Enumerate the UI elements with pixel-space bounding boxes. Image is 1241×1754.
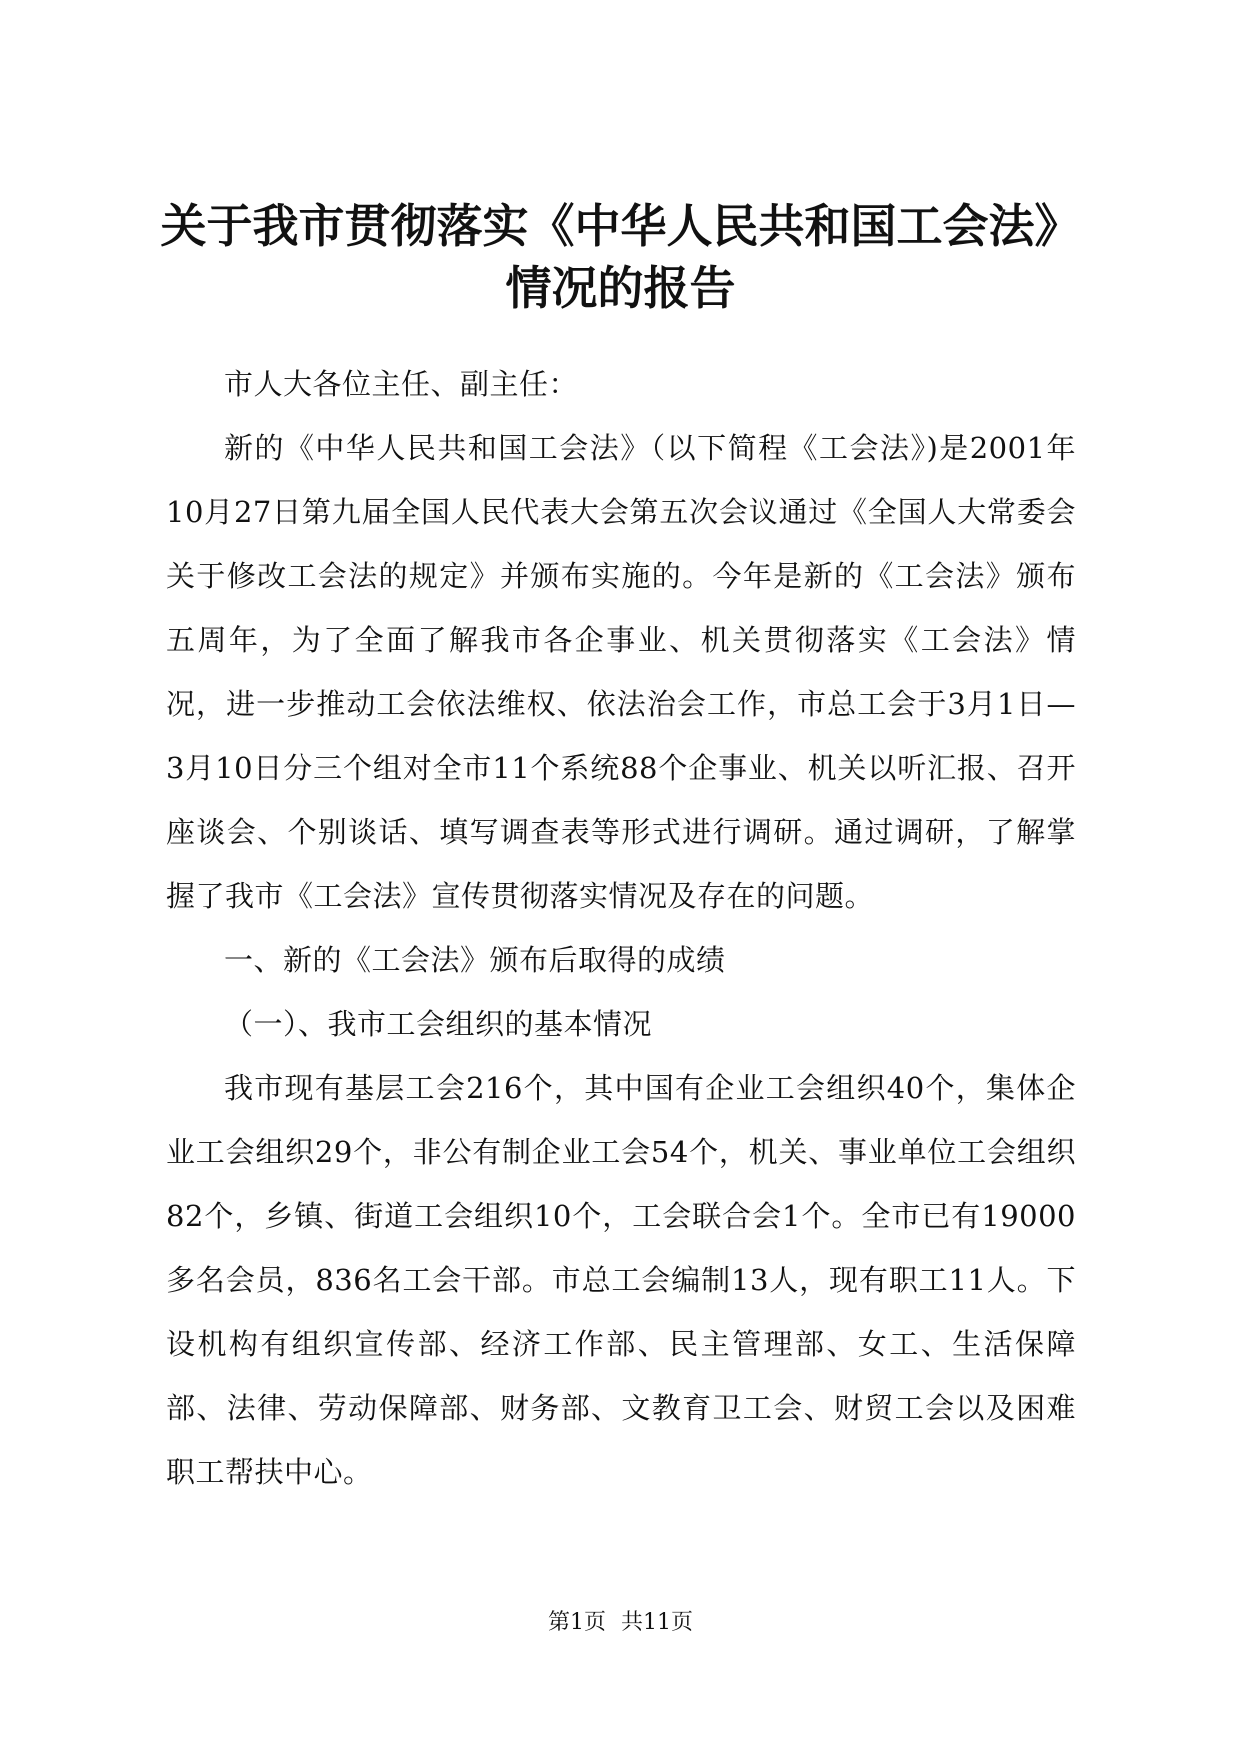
intro-paragraph: 新的《中华人民共和国工会法》（以下简程《工会法》)是2001年10月27日第九届全国人民代表大会第五次会议通过《全国人大常委会关于修改工会法的规定》并颁布实施的。今年是新的《工会法》颁布五周年，为了全面了解我市各企事业、机关贯彻落实《工会法》情况，进一步推动工会依法维权、依法治会工作，市总工会于3月1日—3月10日分三个组对全市11个系统88个企事业、机关以听汇报、召开座谈会、个别谈话、填写调查表等形式进行调研。通过调研，了解掌握了我市《工会法》宣传贯彻落实情况及存在的问题。 [166, 431, 1076, 913]
document-body [166, 352, 1076, 1504]
page-total: 共11页 [621, 1610, 693, 1635]
section-heading: 一、新的《工会法》颁布后取得的成绩 [224, 943, 726, 977]
salutation: 市人大各位主任、副主任： [224, 367, 579, 401]
title-line-2: 情况的报告 [505, 261, 736, 315]
subsection-paragraph: 我市现有基层工会216个，其中国有企业工会组织40个，集体企业工会组织29个，非公有制企业工会54个，机关、事业单位工会组织82个，乡镇、街道工会组织10个，工会联合会1个。全市已有19000多名会员，836名工会干部。市总工会编制13人，现有职工11人。下设机构有组织宣传部、经济工作部、民主管理部、女工、生活保障部、法律、劳动保障部、财务部、文教育卫工会、财贸工会以及困难职工帮扶中心。 [166, 1071, 1076, 1489]
page-number: 第1页 [548, 1610, 606, 1635]
subsection-heading: （一）、我市工会组织的基本情况 [224, 1007, 653, 1041]
document-title [130, 195, 1111, 319]
page-footer [0, 1608, 1241, 1638]
title-line-1: 关于我市贯彻落实《中华人民共和国工会法》 [160, 199, 1081, 253]
